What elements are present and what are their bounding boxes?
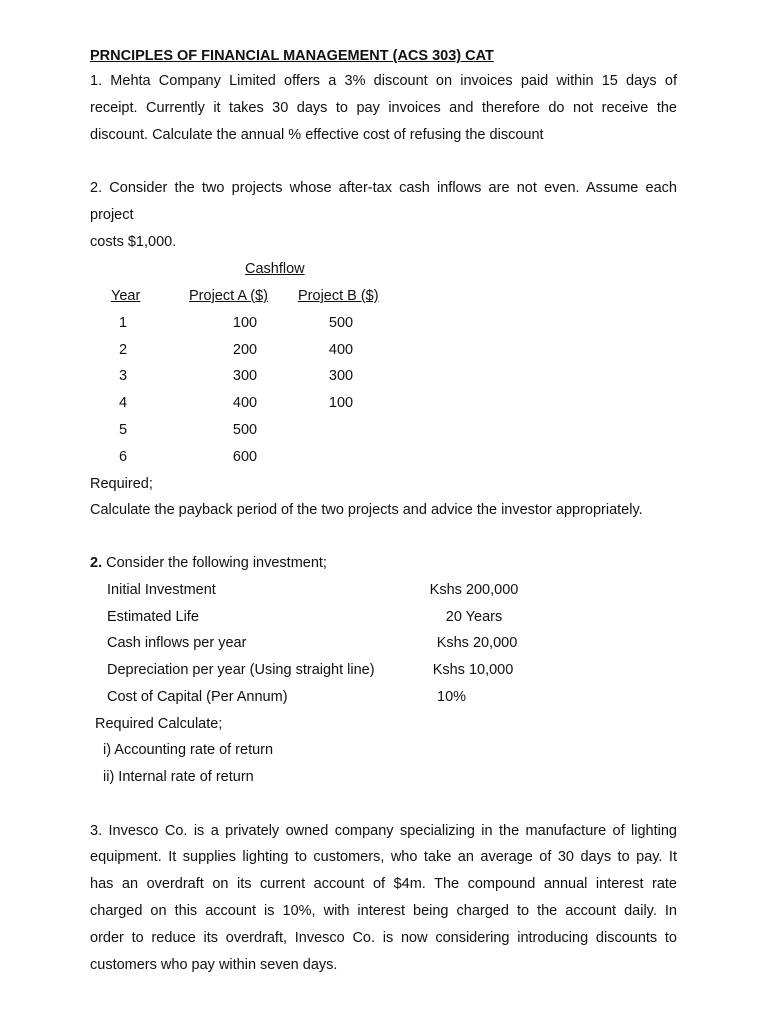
q2b-intro [90,554,327,572]
q2b-intro-text: Consider the following investment; [102,555,327,571]
q1-line: receipt. Currently it takes 30 days to pay invoices and therefore do not receive the [90,100,677,116]
table-cell-project-b: 400 [328,342,354,358]
table-cell-project-a: 300 [232,368,258,384]
q2a-required: Required; [90,476,153,492]
q3-line: customers who pay within seven days. [90,957,338,973]
investment-label: Initial Investment [107,582,216,598]
table-cell-project-a: 100 [232,315,258,331]
table-cell-project-a: 200 [232,342,258,358]
investment-label: Cash inflows per year [107,635,247,651]
document-title: PRNCIPLES OF FINANCIAL MANAGEMENT (ACS 303) CAT [90,48,494,64]
table-cell-year: 6 [118,449,128,465]
investment-label: Depreciation per year (Using straight line) [107,662,375,678]
q3-line: equipment. It supplies lighting to customers, who take an average of 30 days to pay. It [90,849,677,865]
investment-label: Cost of Capital (Per Annum) [107,689,288,705]
q2b-subpart: ii) Internal rate of return [103,769,254,785]
investment-value: 20 Years [445,609,503,625]
table-cell-year: 3 [118,368,128,384]
investment-value: Kshs 200,000 [429,582,519,598]
q2a-line: 2. Consider the two projects whose after-tax cash inflows are not even. Assume each [90,180,677,196]
q1-line: 1. Mehta Company Limited offers a 3% discount on invoices paid within 15 days of [90,73,677,89]
table-cell-project-b: 300 [328,368,354,384]
q2a-line: costs $1,000. [90,234,177,250]
table-cell-year: 2 [118,342,128,358]
table-header-year: Year [111,288,141,304]
q2b-required: Required Calculate; [95,716,223,732]
table-cell-year: 4 [118,395,128,411]
q2a-line: project [90,207,134,223]
q2b-subpart: i) Accounting rate of return [103,742,274,758]
q1-line: discount. Calculate the annual % effective cost of refusing the discount [90,127,544,143]
table-cell-project-a: 400 [232,395,258,411]
q2a-instruction: Calculate the payback period of the two projects and advice the investor appropriately. [90,502,643,518]
investment-label: Estimated Life [107,609,199,625]
q3-line: charged on this account is 10%, with interest being charged to the account daily. In [90,903,677,919]
table-cell-project-b: 500 [328,315,354,331]
table-cell-project-a: 600 [232,449,258,465]
table-cell-project-a: 500 [232,422,258,438]
q3-line: has an overdraft on its current account of $4m. The compound annual interest rate [90,876,677,892]
table-cell-year: 1 [118,315,128,331]
q3-line: 3. Invesco Co. is a privately owned company specializing in the manufacture of lighting [90,823,677,839]
table-header-project-b: Project B ($) [298,288,379,304]
investment-value: 10% [437,689,467,705]
table-cell-year: 5 [118,422,128,438]
table-header-project-a: Project A ($) [189,288,268,304]
q2b-number: 2. [90,555,103,571]
investment-value: Kshs 10,000 [432,662,514,678]
cashflow-group-header: Cashflow [245,261,305,277]
table-cell-project-b: 100 [328,395,354,411]
q3-line: order to reduce its overdraft, Invesco Co. is now considering introducing discounts to [90,930,677,946]
investment-value: Kshs 20,000 [436,635,518,651]
